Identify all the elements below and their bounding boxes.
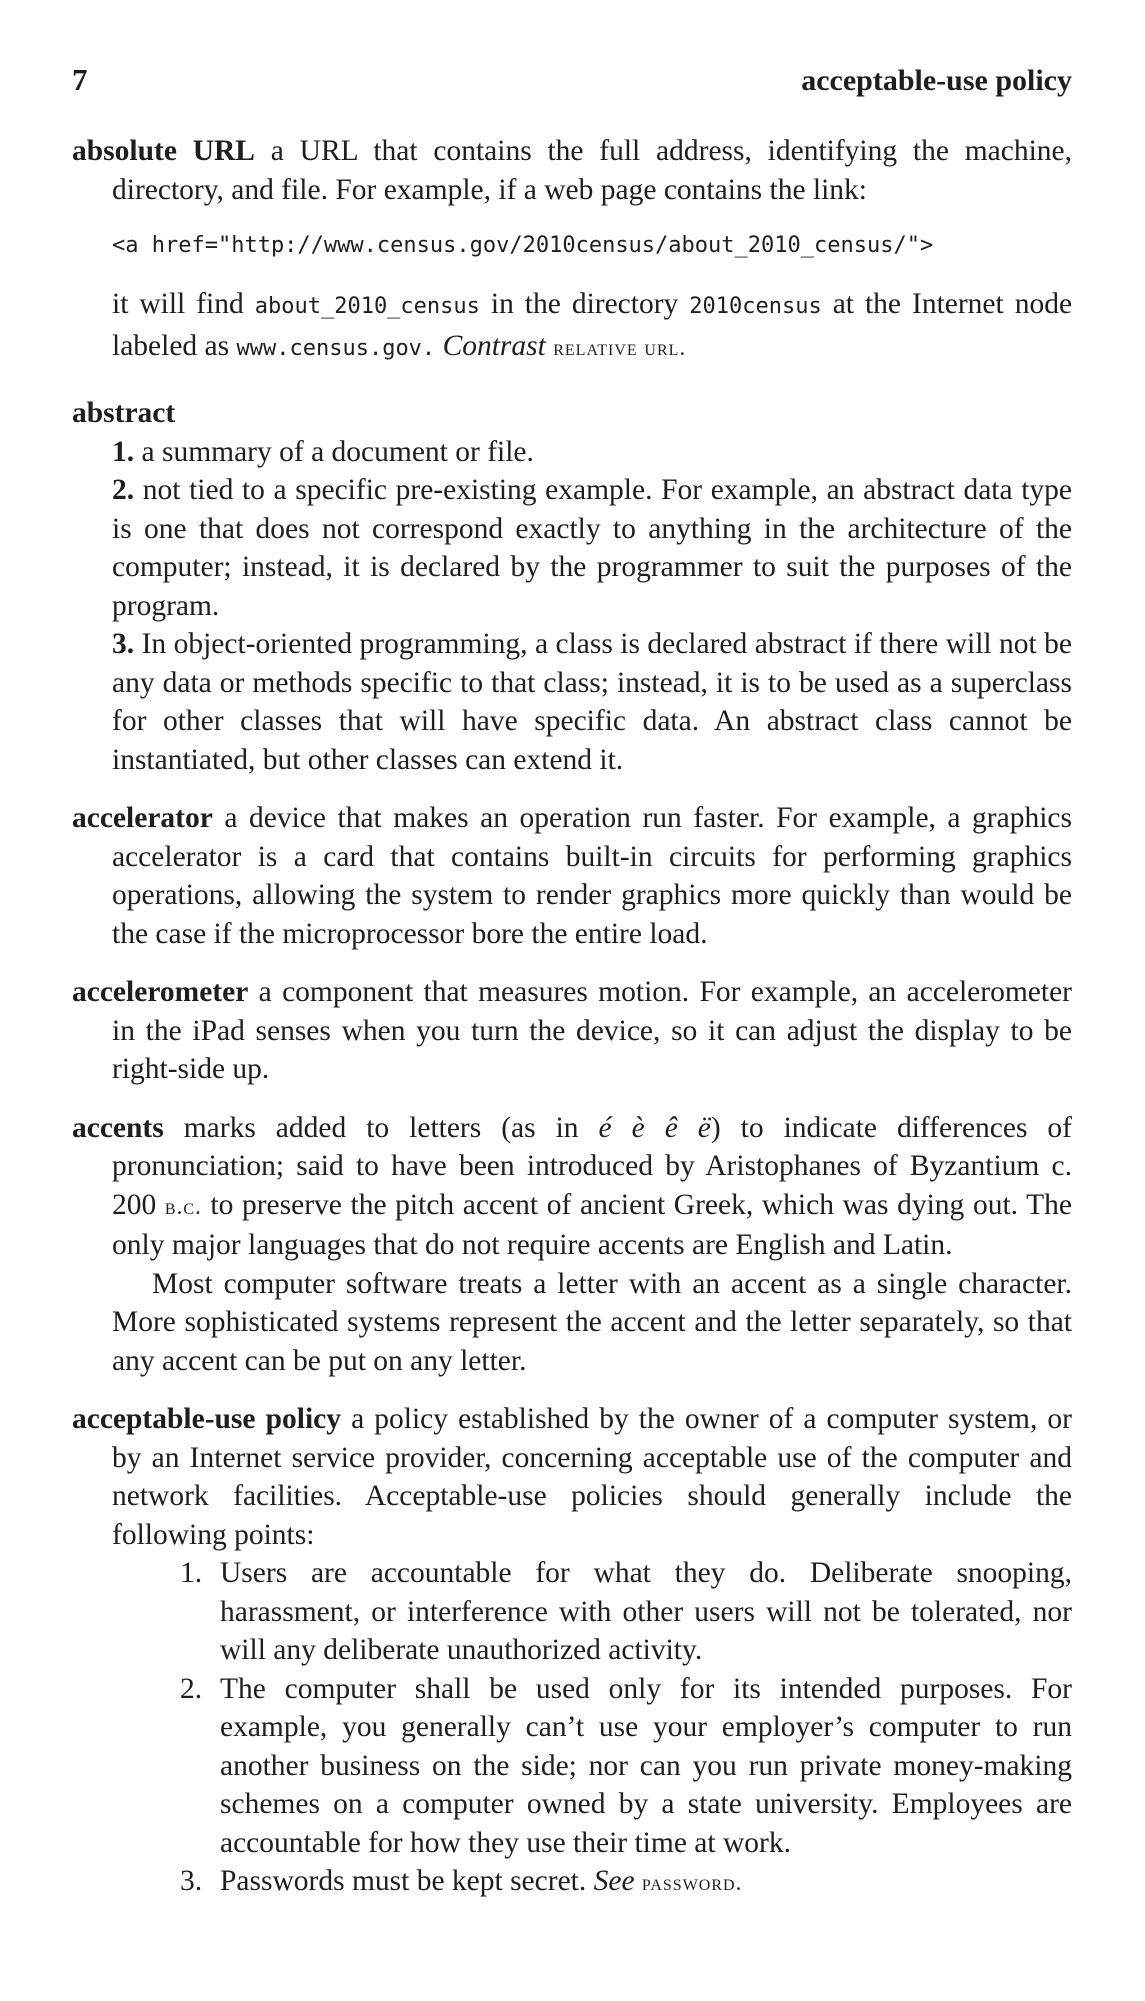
dictionary-page — [72, 62, 1072, 1903]
accents-paragraph-2: Most computer software treats a letter with an accent as a single character. More sophisticated systems represent the accent and the letter separately, so that any accent can be put on any letter. — [112, 1267, 1072, 1377]
headword-accelerator: accelerator — [72, 802, 213, 834]
sense-abstract-3: 3. In object-oriented programming, a class is declared abstract if there will not be any data or methods specific to that class; instead, it is to be used as a superclass for other classes that will have specific data. An abstract class cannot be instantiated, but other classes can extend it. — [112, 628, 1072, 776]
list-item: 2. The computer shall be used only for its intended purposes. For example, you generally can’t use your employer’s computer to run another business on the side; nor can you run private money-making schemes on a computer owned by a state university. Employees are accountable for how they use their time at work. — [180, 1672, 1072, 1859]
code-directory-name: about_2010_census — [254, 294, 480, 319]
accent-examples: é è ê ë — [598, 1111, 711, 1144]
entry-acceptable-use-policy — [72, 1400, 1072, 1554]
headword-accelerometer: accelerometer — [72, 976, 249, 1008]
code-directory: 2010census — [689, 294, 822, 319]
running-head — [72, 62, 1072, 98]
see-label: See — [593, 1865, 635, 1897]
headword-absolute-url: absolute URL — [72, 135, 255, 167]
code-node: www.census.gov. — [236, 335, 436, 361]
definition-accelerator: a device that makes an operation run faster. For example, a graphics accelerator is a card that contains built-in circuits for performing graphics operations, allowing the system to render graphics more quickly than would be the case if the microprocessor bore the entire load. — [112, 802, 1072, 950]
entry-absolute-url — [72, 132, 1072, 209]
absolute-url-continuation — [72, 285, 1072, 368]
entry-accelerometer — [72, 973, 1072, 1089]
headword-accents: accents — [72, 1111, 164, 1144]
definition-absolute-url: a URL that contains the full address, identifying the machine, directory, and file. For example, if a web page contains the link: — [112, 135, 1073, 206]
cont-text-1: it will find — [112, 288, 244, 320]
definition-acceptable-use-policy: a policy established by the owner of a computer system, or by an Internet service provider, concerning acceptable use of the computer and network facilities. Acceptable-use policies should generally include the following points: — [112, 1403, 1073, 1551]
cont-text-2: in the directory — [490, 288, 679, 320]
cont-text-3: at the Internet node labeled as — [112, 288, 1073, 362]
headword-acceptable-use-policy: acceptable-use policy — [72, 1403, 341, 1435]
running-title: acceptable-use policy — [801, 64, 1072, 97]
contrast-label: Contrast — [442, 329, 546, 362]
list-item: 1. Users are accountable for what they do. Deliberate snooping, harassment, or interference with other users will not be tolerated, nor will any deliberate unauthorized activity. — [180, 1557, 1072, 1666]
list-item: 3. Passwords must be kept secret. See password. — [180, 1865, 743, 1897]
headword-abstract: abstract — [72, 397, 176, 429]
page-number: 7 — [72, 62, 88, 97]
cross-ref-password: password. — [641, 1870, 743, 1895]
entry-accents: accents marks added to letters (as in é è ê ë) to indicate differences of pronunciation; said to have been introduced by Aristophanes of Byzantium c. 200 b.c. to preserve the pitch accent of ancient Greek, which was dying out. The only major languages that do not require accents are English and Latin. — [72, 1111, 1073, 1261]
era-bc: b.c. — [164, 1193, 202, 1219]
policy-points-list — [72, 1554, 1072, 1903]
sense-abstract-1: 1. a summary of a document or file. — [112, 435, 534, 468]
sense-abstract-2: 2. not tied to a specific pre-existing example. For example, an abstract data type is one that does not correspond exactly to anything in the architecture of the computer; instead, it is declared by the programmer to suit the purposes of the program. — [112, 474, 1073, 622]
definition-accelerometer: a component that measures motion. For example, an accelerometer in the iPad senses when you turn the device, so it can adjust the display to be right-side up. — [112, 976, 1072, 1085]
code-example-link: <a href="http://www.census.gov/2010census/about_2010_census/"> — [112, 233, 934, 258]
entry-accelerator — [72, 799, 1072, 953]
cross-ref-relative-url: relative url. — [553, 334, 687, 360]
entry-abstract — [72, 394, 1072, 433]
